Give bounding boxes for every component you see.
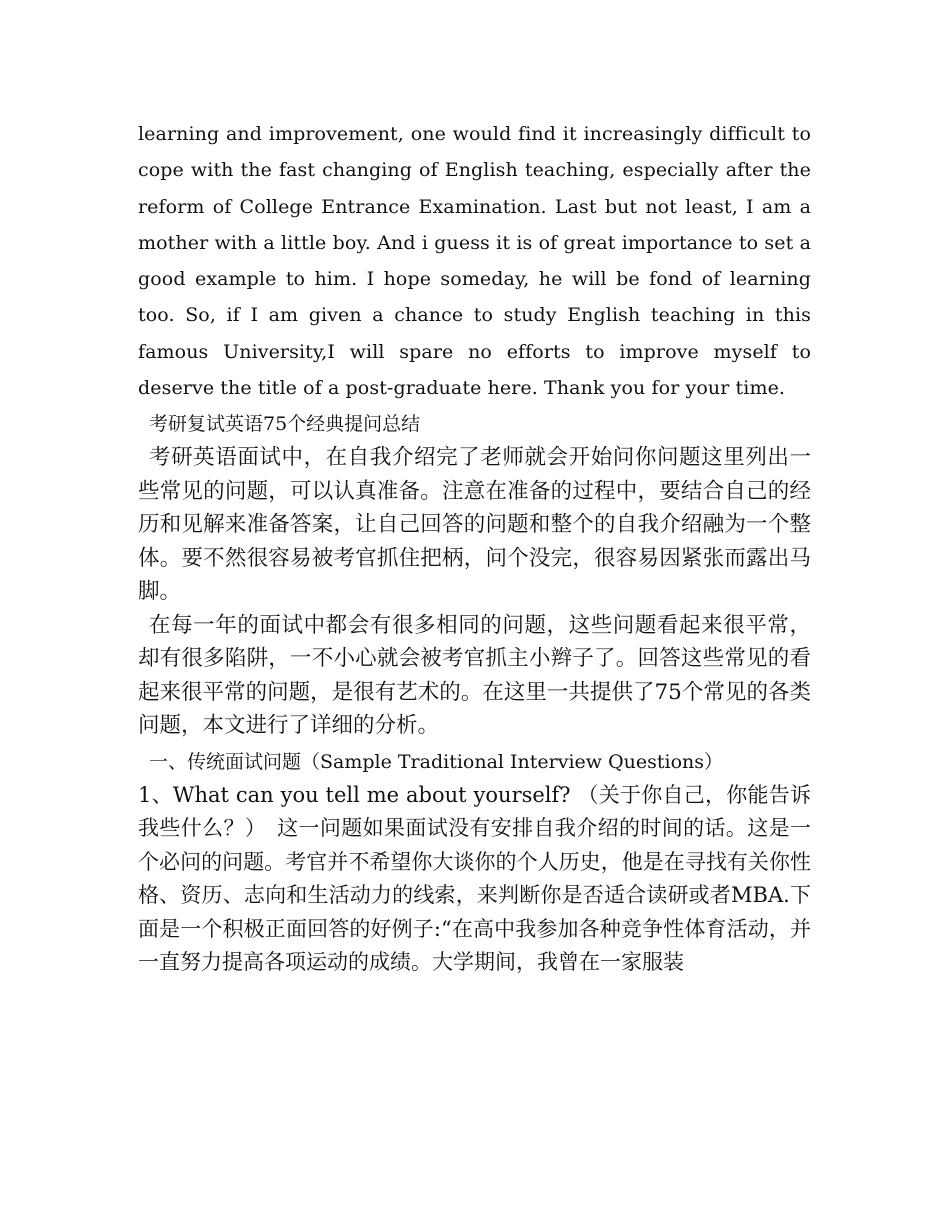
document-body [138,116,811,980]
intro-paragraph: 考研英语面试中，在自我介绍完了老师就会开始问你问题这里列出一些常见的问题，可以认真准备。注意在准备的过程中，要结合自己的经历和见解来准备答案，让自己回答的问题和整个的自我介绍融为一个整体。要不然很容易被考官抓住把柄，问个没完，很容易因紧张而露出马脚。 [138,445,811,605]
section-heading: 一、传统面试问题（Sample Traditional Interview Questions） [149,750,724,773]
question-1: 1、What can you tell me about yourself? （关于你自己，你能告诉我些什么？） 这一问题如果面试没有安排自我介绍的时间的话。这是一个必问的问题。考官并不希望你大谈你的个人历史，他是在寻找有关你性格、资历、志向和生活动力的线索，来判断你是否适合读研或者MBA.下面是一个积极正面回答的好例子:“在高中我参加各种竞争性体育活动，并一直努力提高各项运动的成绩。大学期间，我曾在一家服装 [138,782,811,975]
document-title: 考研复试英语75个经典提问总结 [149,413,421,436]
common-questions-paragraph: 在每一年的面试中都会有很多相同的问题，这些问题看起来很平常，却有很多陷阱，一不小心就会被考官抓主小辫子了。回答这些常见的看起来很平常的问题，是很有艺术的。在这里一共提供了75个常见的各类问题，本文进行了详细的分析。 [138,612,811,739]
english-paragraph: learning and improvement, one would find it increasingly difficult to cope with the fast changing of English teaching, especially after the reform of College Entrance Examination. Last but not least, I am a mother with a little boy. And i guess it is of great importance to set a good example to him. I hope someday, he will be fond of learning too. So, if I am given a chance to study English teaching in this famous University,I will spare no efforts to improve myself to deserve the title of a post-graduate here. Thank you for your time. [138,123,811,400]
